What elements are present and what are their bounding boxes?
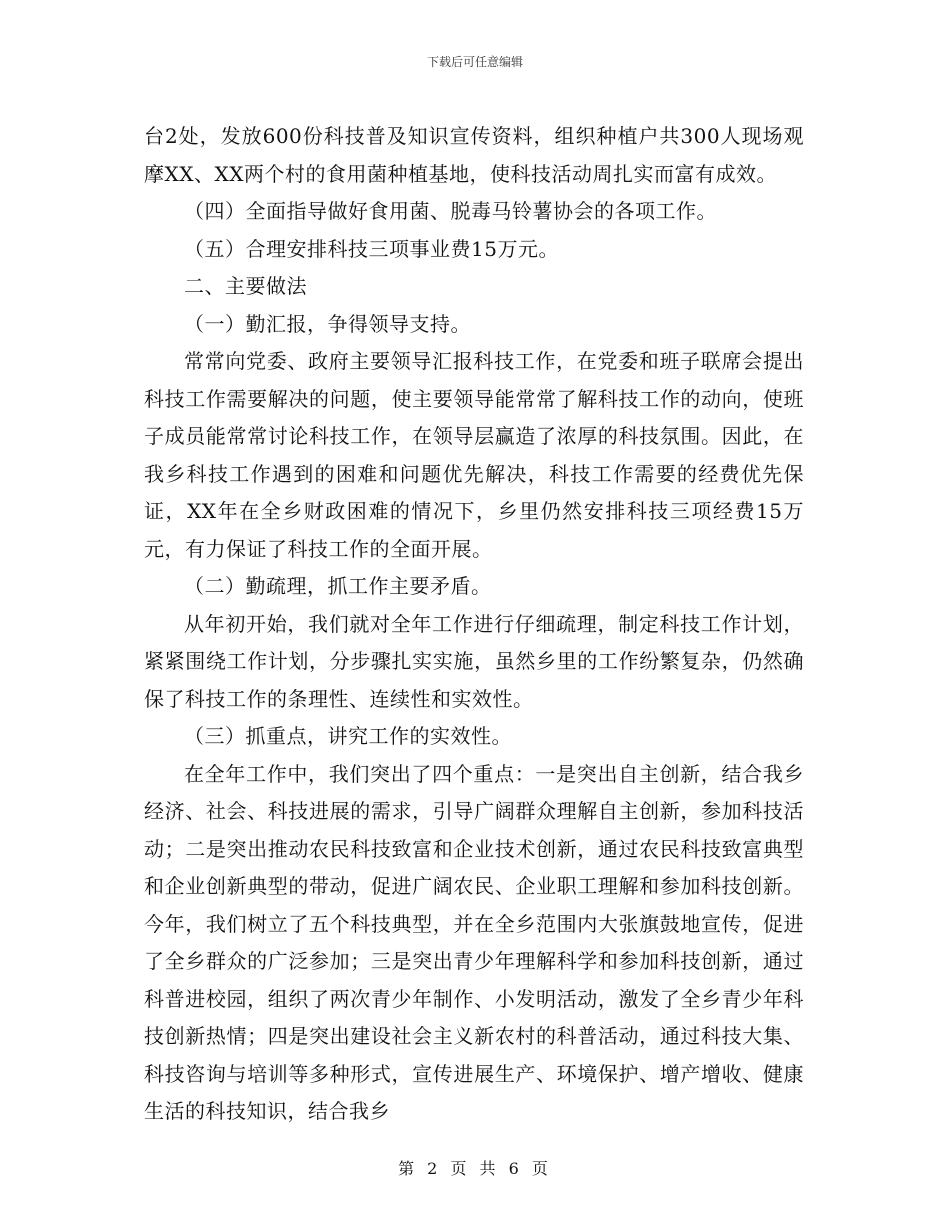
section-heading: 二、主要做法: [184, 274, 307, 298]
document-body: [144, 118, 804, 1131]
paragraph-2: （四）全面指导做好食用菌、脱毒马铃薯协会的各项工作。: [184, 199, 717, 223]
subheading-3: （三）抓重点，讲究工作的实效性。: [184, 724, 512, 748]
paragraph-3: （五）合理安排科技三项事业费15万元。: [184, 236, 559, 261]
subheading-2: （二）勤疏理，抓工作主要矛盾。: [184, 574, 492, 598]
page-header: 下载后可任意编辑: [426, 55, 523, 69]
page-footer: 第 2 页 共 6 页: [398, 1159, 552, 1178]
paragraph-6: 在全年工作中，我们突出了四个重点：一是突出自主创新，结合我乡经济、社会、科技进展的需求，引导广阔群众理解自主创新，参加科技活动；二是突出推动农民科技致富和企业技术创新，通过农民科技致富典型和企业创新典型的带动，促进广阔农民、企业职工理解和参加科技创新。今年，我们树立了五个科技典型，并在全乡范围内大张旗鼓地宣传，促进了全乡群众的广泛参加；三是突出青少年理解科学和参加科技创新，通过科普进校园，组织了两次青少年制作、小发明活动，激发了全乡青少年科技创新热情；四是突出建设社会主义新农村的科普活动，通过科技大集、科技咨询与培训等多种形式，宣传进展生产、环境保护、增产增收、健康生活的科技知识，结合我乡: [144, 761, 804, 1123]
paragraph-4: 常常向党委、政府主要领导汇报科技工作，在党委和班子联席会提出科技工作需要解决的问题，使主要领导能常常了解科技工作的动向，使班子成员能常常讨论科技工作，在领导层赢造了浓厚的科技氛围。因此，在我乡科技工作遇到的困难和问题优先解决，科技工作需要的经费优先保证，XX年在全乡财政困难的情况下，乡里仍然安排科技三项经费15万元，有力保证了科技工作的全面开展。: [144, 349, 804, 561]
paragraph-1: 台2处，发放600份科技普及知识宣传资料，组织种植户共300人现场观摩XX、XX两个村的食用菌种植基地，使科技活动周扎实而富有成效。: [144, 124, 804, 186]
paragraph-5: 从年初开始，我们就对全年工作进行仔细疏理，制定科技工作计划，紧紧围绕工作计划，分步骤扎实实施，虽然乡里的工作纷繁复杂，仍然确保了科技工作的条理性、连续性和实效性。: [144, 611, 804, 711]
subheading-1: （一）勤汇报，争得领导支持。: [184, 311, 471, 336]
